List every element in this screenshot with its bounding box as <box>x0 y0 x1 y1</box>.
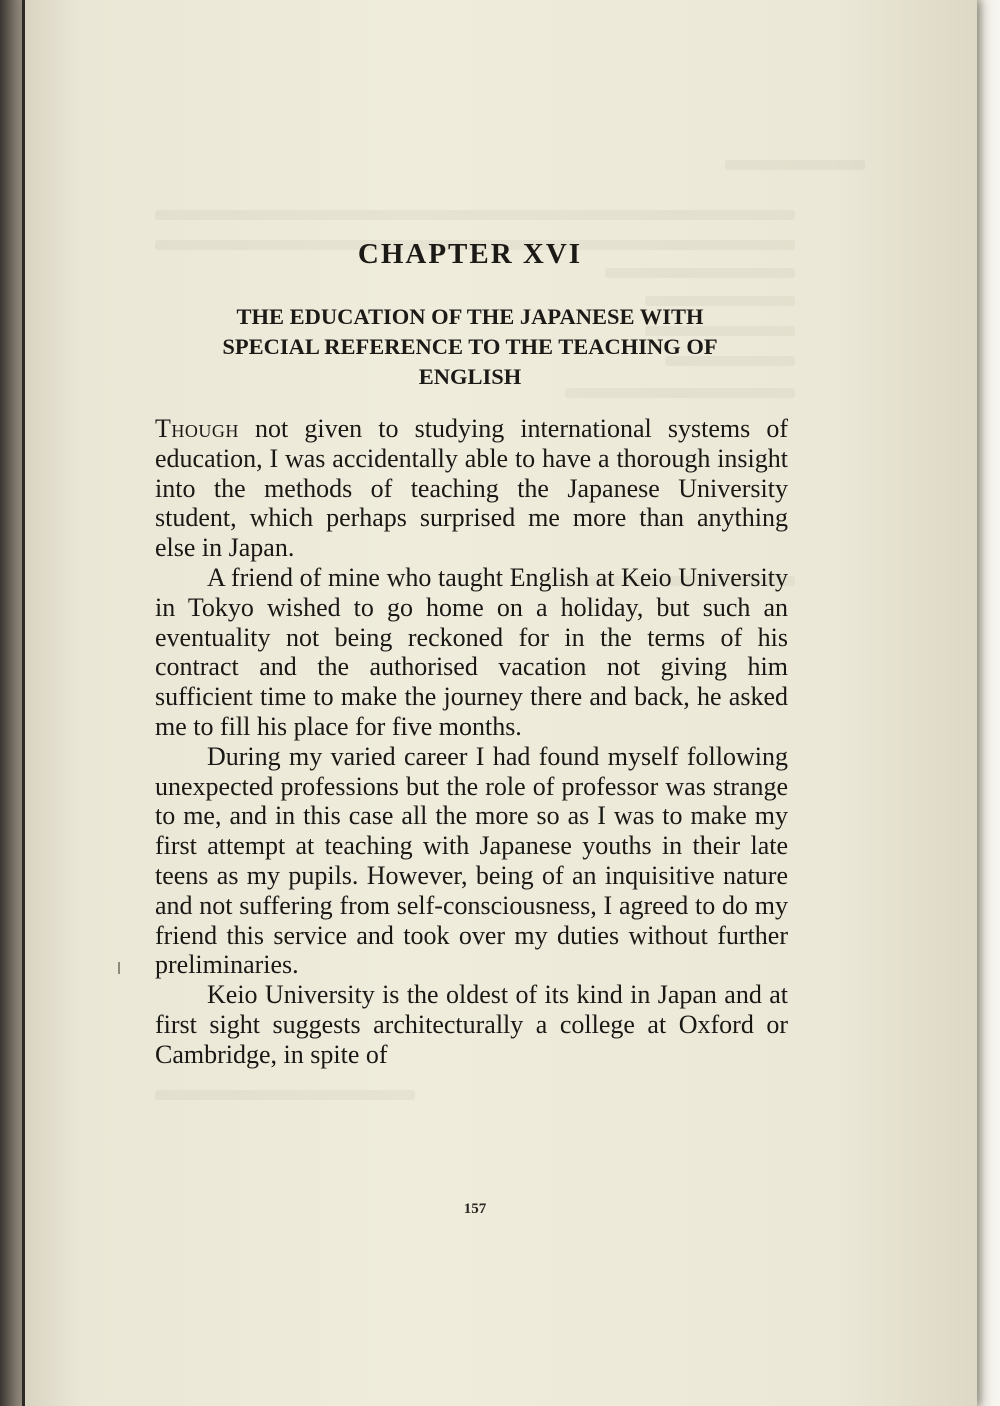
chapter-subtitle: THE EDUCATION OF THE JAPANESE WITH SPECIAL REFERENCE TO THE TEACHING OF ENGLISH <box>222 304 718 389</box>
paragraph-text: not given to studying international systems of education, I was accidentally able to have a thorough insight into the methods of teaching the Japanese University student, which perhaps surprised me more than anything else in Japan. <box>155 414 788 563</box>
margin-mark <box>118 962 120 974</box>
chapter-body <box>155 414 788 1070</box>
page-stack-edge <box>974 0 1000 1406</box>
chapter-title: CHAPTER XVI <box>357 238 583 270</box>
paragraph-2: A friend of mine who taught English at Keio University in Tokyo wished to go home on a holiday, but such an eventuality not being reckoned for in the terms of his contract and the authorised vacation not giving him sufficient time to make the journey there and back, he asked me to fill his place for five months. <box>155 562 788 741</box>
paragraph-3: During my varied career I had found myself following unexpected professions but the role of professor was strange to me, and in this case all the more so as I was to make my first attempt at teaching with Japanese youths in their late teens as my pupils. However, being of an inquisitive nature and not suffering from self-consciousness, I agreed to do my friend this service and took over my duties without further preliminaries. <box>155 741 788 980</box>
paragraph-lead-word: Though <box>155 414 239 443</box>
paragraph-4: Keio University is the oldest of its kind in Japan and at first sight suggests architecturally a college at Oxford or Cambridge, in spite of <box>155 980 788 1069</box>
paragraph-1 <box>155 414 788 563</box>
page-number: 157 <box>463 1201 487 1217</box>
